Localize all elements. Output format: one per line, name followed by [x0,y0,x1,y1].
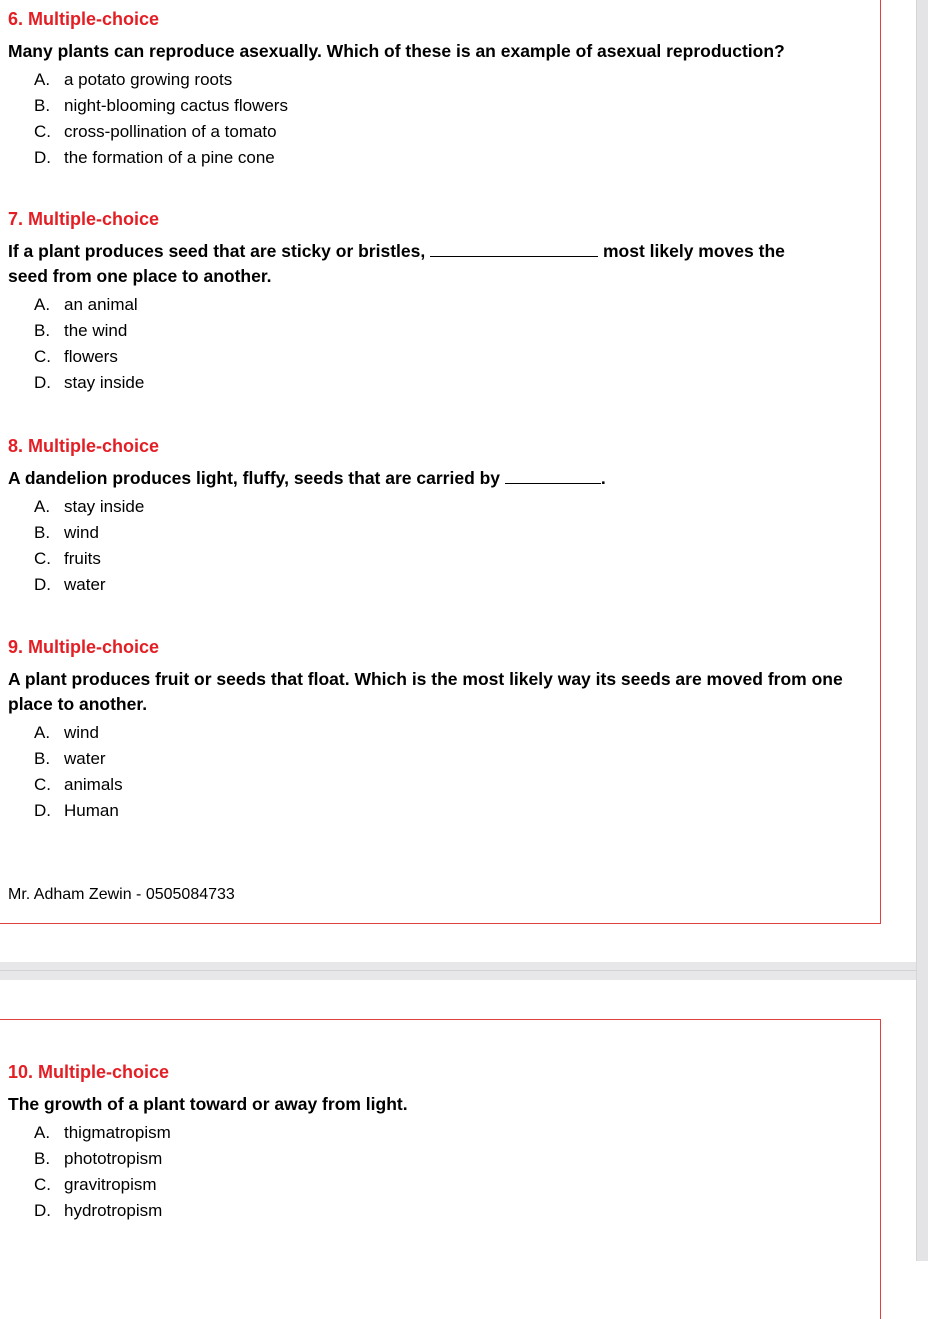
option-letter: C. [34,122,51,141]
option-letter: C. [34,775,51,794]
question-text: Many plants can reproduce asexually. Which of these is an example of asexual reproduction? [8,41,785,61]
option-letter: A. [34,1123,51,1142]
option-text: stay inside [64,373,145,392]
question-text [8,466,858,491]
option-b[interactable] [8,1146,858,1172]
option-letter: D. [34,801,51,820]
options-list [8,67,858,171]
option-letter: B. [34,749,51,768]
option-letter: D. [34,373,51,392]
options-list [8,1120,858,1224]
gutter-edge [916,0,917,1261]
option-text: an animal [64,295,138,314]
option-text: wind [64,723,99,742]
question-text-before: A dandelion produces light, fluffy, seeds that are carried by [8,468,501,488]
question-text-before: If a plant produces seed that are sticky or bristles, [8,241,426,261]
option-d[interactable] [8,145,858,171]
option-b[interactable] [8,93,858,119]
option-text: flowers [64,347,118,366]
separator-line [0,970,916,971]
question-8 [8,435,858,598]
option-letter: B. [34,1149,51,1168]
option-letter: C. [34,347,51,366]
option-text: animals [64,775,123,794]
question-header: 9. Multiple-choice [8,637,160,657]
question-text: A plant produces fruit or seeds that float. Which is the most likely way its seeds are moved from one place to another. [8,669,843,714]
option-letter: B. [34,96,51,115]
question-text: The growth of a plant toward or away from light. [8,1094,408,1114]
question-text [8,239,823,289]
option-c[interactable] [8,546,858,572]
options-list [8,494,858,598]
document-page-2 [0,980,916,1261]
option-text: the wind [64,321,128,340]
option-letter: C. [34,549,51,568]
scroll-gutter[interactable] [916,0,928,1261]
options-list [8,720,858,824]
option-text: a potato growing roots [64,70,233,89]
option-letter: B. [34,321,51,340]
page-separator [0,962,916,980]
option-b[interactable] [8,746,858,772]
option-c[interactable] [8,344,823,370]
option-letter: D. [34,1201,51,1220]
question-header: 6. Multiple-choice [8,9,160,29]
option-letter: A. [34,295,51,314]
option-letter: A. [34,723,51,742]
option-text: water [64,749,106,768]
option-b[interactable] [8,520,858,546]
option-text: wind [64,523,99,542]
option-a[interactable] [8,1120,858,1146]
question-header: 7. Multiple-choice [8,209,160,229]
answer-blank [430,242,598,257]
option-d[interactable] [8,370,823,396]
question-6 [8,8,858,171]
option-text: cross-pollination of a tomato [64,122,277,141]
option-text: night-blooming cactus flowers [64,96,288,115]
option-a[interactable] [8,292,823,318]
option-c[interactable] [8,1172,858,1198]
option-b[interactable] [8,318,823,344]
option-a[interactable] [8,720,858,746]
option-a[interactable] [8,67,858,93]
question-10 [8,1061,858,1224]
option-a[interactable] [8,494,858,520]
option-letter: D. [34,148,51,167]
option-text: fruits [64,549,101,568]
option-d[interactable] [8,572,858,598]
option-text: hydrotropism [64,1201,163,1220]
option-letter: A. [34,497,51,516]
option-text: gravitropism [64,1175,157,1194]
option-letter: B. [34,523,51,542]
option-text: thigmatropism [64,1123,171,1142]
question-header: 8. Multiple-choice [8,436,160,456]
question-9 [8,636,858,824]
question-header: 10. Multiple-choice [8,1062,170,1082]
option-text: phototropism [64,1149,163,1168]
option-c[interactable] [8,772,858,798]
answer-blank [505,469,601,484]
option-d[interactable] [8,1198,858,1224]
question-text-after: . [600,468,606,488]
options-list [8,292,823,396]
page-footer: Mr. Adham Zewin - 0505084733 [8,886,235,903]
option-d[interactable] [8,798,858,824]
question-7 [8,208,823,396]
option-text: Human [64,801,119,820]
option-letter: D. [34,575,51,594]
option-text: water [64,575,106,594]
option-letter: A. [34,70,51,89]
option-letter: C. [34,1175,51,1194]
question-text-after: most likely moves the seed from one place to another. [8,241,785,286]
option-text: stay inside [64,497,145,516]
option-text: the formation of a pine cone [64,148,275,167]
option-c[interactable] [8,119,858,145]
